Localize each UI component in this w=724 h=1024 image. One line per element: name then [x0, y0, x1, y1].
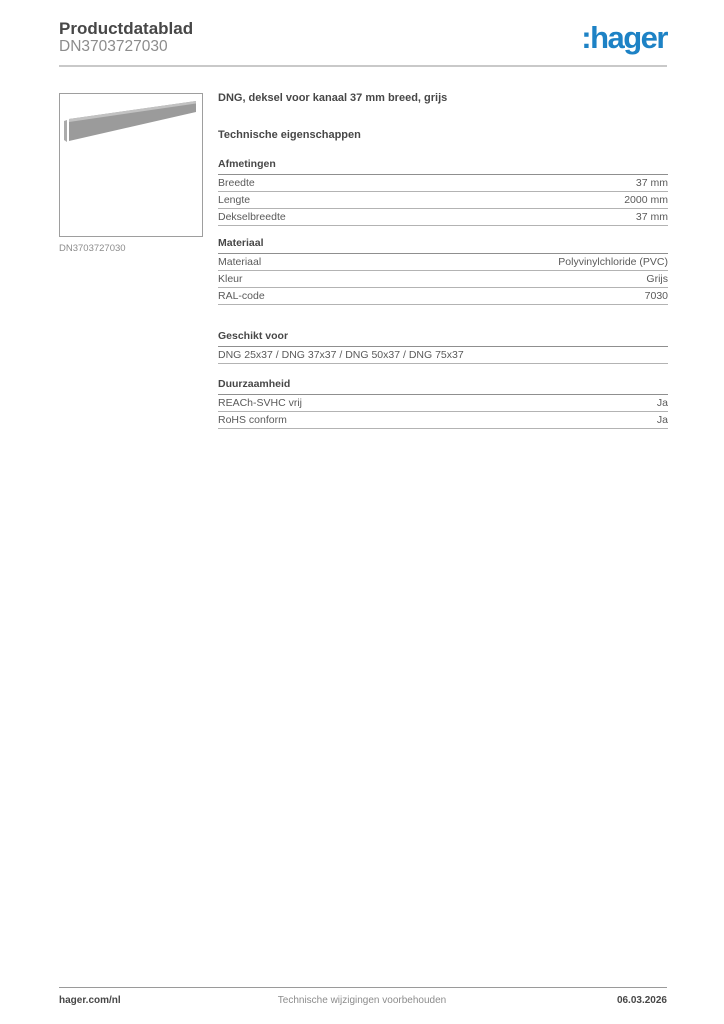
spec-row-materiaal: [218, 254, 668, 271]
section-heading: Duurzaamheid: [218, 379, 668, 395]
spec-label: REACh-SVHC vrij: [218, 397, 303, 409]
spec-value: Polyvinylchloride (PVC): [558, 256, 668, 268]
spec-value: 2000 mm: [624, 194, 668, 206]
spec-row-rohs: [218, 412, 668, 429]
section-heading: Afmetingen: [218, 159, 668, 175]
product-image: [59, 93, 203, 237]
spec-label: Dekselbreedte: [218, 211, 286, 223]
section-geschikt-voor: [218, 331, 668, 364]
spec-value: 7030: [644, 290, 668, 302]
document-title: Productdatablad: [59, 19, 194, 38]
product-title: DNG, deksel voor kanaal 37 mm breed, grijs: [218, 92, 448, 104]
spec-value: 37 mm: [635, 177, 668, 189]
spec-value: Ja: [656, 397, 668, 409]
section-duurzaamheid: [218, 379, 668, 429]
content-column: [218, 92, 668, 429]
spec-value: 37 mm: [635, 211, 668, 223]
spec-label: Kleur: [218, 273, 243, 285]
product-reference: DN3703727030: [59, 38, 168, 55]
spec-label: Lengte: [218, 194, 251, 206]
footer-website-link[interactable]: hager.com/nl: [59, 995, 121, 1006]
spec-row-breedte: [218, 175, 668, 192]
footer-divider: [59, 987, 667, 988]
spec-label: Materiaal: [218, 256, 262, 268]
spec-row-compatible-products: [218, 347, 668, 364]
section-heading: Materiaal: [218, 238, 668, 254]
header-divider: [59, 65, 667, 67]
spec-label: Breedte: [218, 177, 255, 189]
spec-row-reach-svhc: [218, 395, 668, 412]
section-heading: Geschikt voor: [218, 331, 668, 347]
section-materiaal: [218, 238, 668, 305]
spec-label: RoHS conform: [218, 414, 287, 426]
spec-label: RAL-code: [218, 290, 265, 302]
footer-disclaimer: Technische wijzigingen voorbehouden: [277, 995, 447, 1006]
spec-row-ral-code: [218, 288, 668, 305]
spec-value: Grijs: [646, 273, 668, 285]
spec-row-kleur: [218, 271, 668, 288]
spec-value: Ja: [656, 414, 668, 426]
spec-row-dekselbreedte: [218, 209, 668, 226]
spec-label: DNG 25x37 / DNG 37x37 / DNG 50x37 / DNG 75x37: [218, 349, 464, 361]
hager-logo: :hager: [581, 20, 667, 55]
technical-properties-heading: Technische eigenschappen: [218, 129, 361, 141]
spec-row-lengte: [218, 192, 668, 209]
product-image-caption: DN3703727030: [59, 243, 126, 254]
section-afmetingen: [218, 159, 668, 226]
footer-date: 06.03.2026: [616, 995, 667, 1006]
cover-profile-drawing: [60, 94, 202, 236]
